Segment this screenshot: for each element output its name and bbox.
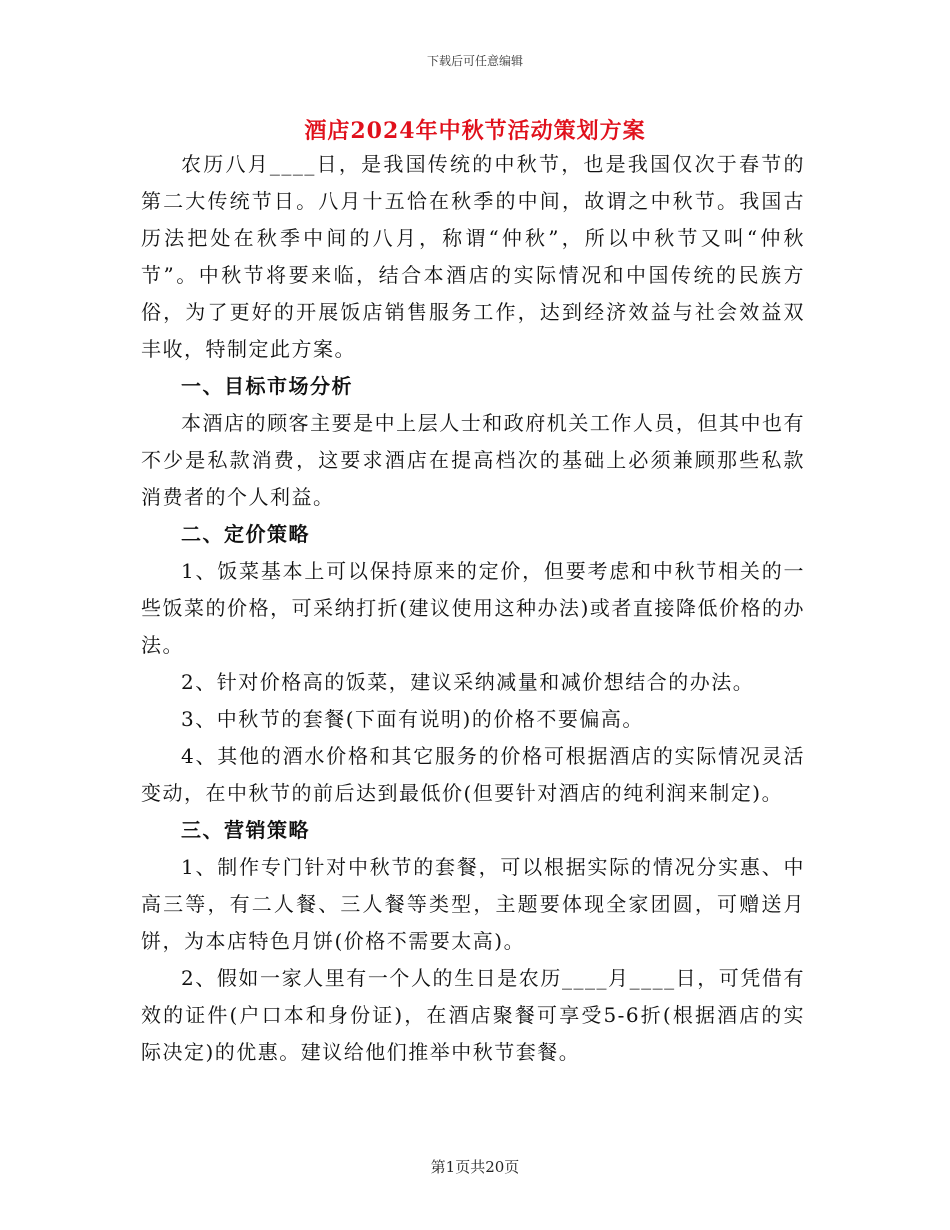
document-body — [141, 146, 805, 1071]
document-title: 酒店2024年中秋节活动策划方案 — [304, 118, 646, 144]
pricing-item-4: 4、其他的酒水价格和其它服务的价格可根据酒店的实际情况灵活变动，在中秋节的前后达到最低价(但要针对酒店的纯利润来制定)。 — [141, 744, 805, 805]
section-heading-target-market: 一、目标市场分析 — [181, 374, 353, 398]
pricing-item-1: 1、饭菜基本上可以保持原来的定价，但要考虑和中秋节相关的一些饭菜的价格，可采纳打折(建议使用这种办法)或者直接降低价格的办法。 — [141, 559, 805, 657]
marketing-item-1: 1、制作专门针对中秋节的套餐，可以根据实际的情况分实惠、中高三等，有二人餐、三人餐等类型，主题要体现全家团圆，可赠送月饼，为本店特色月饼(价格不需要太高)。 — [141, 855, 805, 953]
marketing-item-2: 2、假如一家人里有一个人的生日是农历____月____日，可凭借有效的证件(户口本和身份证)，在酒店聚餐可享受5-6折(根据酒店的实际决定)的优惠。建议给他们推举中秋节套餐。 — [141, 966, 805, 1064]
header-note: 下载后可任意编辑 — [426, 54, 523, 68]
pricing-item-3: 3、中秋节的套餐(下面有说明)的价格不要偏高。 — [181, 707, 644, 731]
intro-paragraph: 农历八月____日，是我国传统的中秋节，也是我国仅次于春节的第二大传统节日。八月十五恰在秋季的中间，故谓之中秋节。我国古历法把处在秋季中间的八月，称谓“仲秋”，所以中秋节又叫“仲秋节”。中秋节将要来临，结合本酒店的实际情况和中国传统的民族方俗，为了更好的开展饭店销售服务工作，达到经济效益与社会效益双丰收，特制定此方案。 — [141, 152, 805, 361]
section-heading-marketing: 三、营销策略 — [181, 818, 310, 842]
pricing-item-2: 2、针对价格高的饭菜，建议采纳减量和减价想结合的办法。 — [181, 670, 755, 694]
target-market-paragraph: 本酒店的顾客主要是中上层人士和政府机关工作人员，但其中也有不少是私款消费，这要求酒店在提高档次的基础上必须兼顾那些私款消费者的个人利益。 — [141, 411, 805, 509]
page-number: 第1页共20页 — [430, 1158, 520, 1176]
section-heading-pricing: 二、定价策略 — [181, 522, 310, 546]
